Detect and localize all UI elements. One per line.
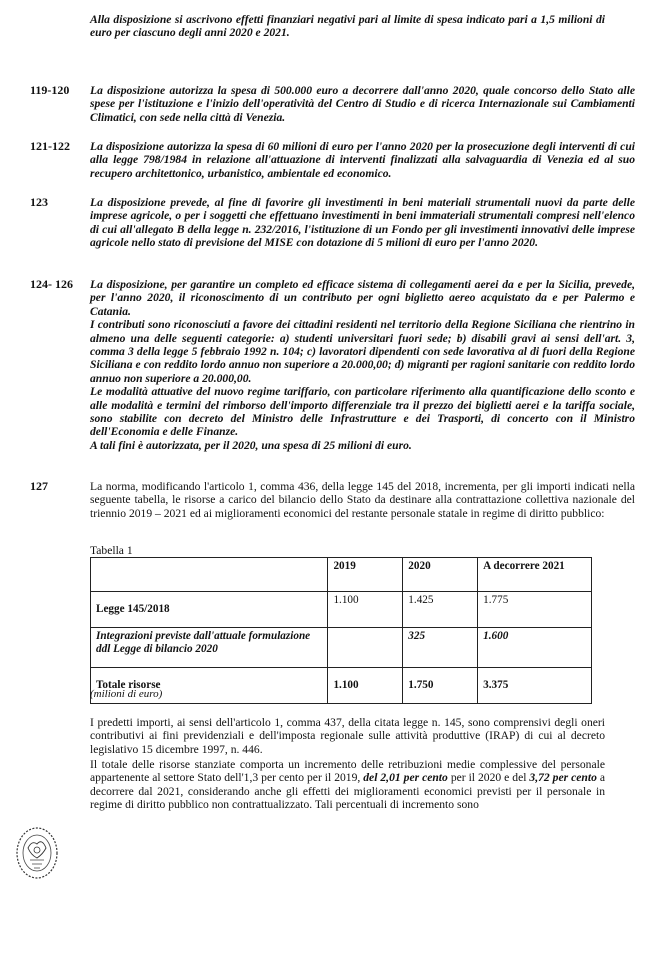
intro-paragraph: Alla disposizione si ascrivono effetti finanziari negativi pari al limite di spesa indicato pari a 1,5 milioni di euro per ciascuno degli anni 2020 e 2021. [90, 13, 605, 40]
text-span: per il 2020 e del [447, 771, 530, 785]
official-seal-icon [14, 824, 60, 882]
item-number: 123 [30, 195, 48, 209]
table-cell: Totale risorse [91, 668, 328, 704]
table-cell: 1.600 [478, 628, 592, 668]
item-text: La disposizione autorizza la spesa di 60 milioni di euro per l'anno 2020 per la prosecuzione degli interventi di cui alla legge 798/1984 in relazione all'attuazione di interventi finalizzati alla salvaguardia di Venezia ed al suo recupero architettonico, urbanistico, ambientale ed economico. [90, 140, 635, 180]
table-cell: 1.100 [328, 592, 403, 628]
table-cell: Legge 145/2018 [91, 592, 328, 628]
table-header-cell: 2019 [328, 558, 403, 592]
item-paragraph: A tali fini è autorizzata, per il 2020, una spesa di 25 milioni di euro. [90, 438, 412, 452]
item-text [90, 278, 635, 452]
table-caption: Tabella 1 [90, 544, 133, 557]
item-number: 121-122 [30, 139, 70, 153]
item-number: 127 [30, 479, 48, 493]
table-header-cell: 2020 [403, 558, 478, 592]
item-paragraph: I contributi sono riconosciuti a favore dei cittadini residenti nel territorio della Regione Siciliana che rientrino in almeno una delle seguenti categorie: a) studenti universitari fuori sede; b) disabili gravi ai sensi dell'art. 3, comma 3 della legge 5 febbraio 1992 n. 104; c) lavoratori dipendenti con sede lavorativa al di fuori della Regione Siciliana e con reddito lordo annuo non superiore a 20.000,00; d) migranti per ragioni sanitarie con reddito lordo annuo non superiore a 20.000,00. [90, 318, 635, 385]
table-cell: 1.100 [328, 668, 403, 704]
table-row [91, 668, 592, 704]
table-cell: Integrazioni previste dall'attuale formulazione ddl Legge di bilancio 2020 [91, 628, 328, 668]
item-paragraph: La disposizione, per garantire un completo ed efficace sistema di collegamenti aerei da e per la Sicilia, prevede, per l'anno 2020, il riconoscimento di un contributo per ogni biglietto aereo acquistato da e per Palermo e Catania. [90, 278, 635, 318]
table-header-row [91, 558, 592, 592]
table-cell: 325 [403, 628, 478, 668]
item-number: 124- 126 [30, 277, 73, 291]
body-paragraph: I predetti importi, ai sensi dell'articolo 1, comma 437, della citata legge n. 145, sono comprensivi degli oneri contributivi ai fini previdenziali e dell'imposta regionale sulle attività produttive (IRAP) di cui al decreto legislativo 15 dicembre 1997, n. 446. [90, 716, 605, 756]
table-cell: 1.425 [403, 592, 478, 628]
table-row [91, 592, 592, 628]
item-text: La disposizione prevede, al fine di favorire gli investimenti in beni materiali strumentali nuovi da parte delle imprese agricole, o per i soggetti che effettuano investimenti in beni immateriali strumentali compresi nell'elenco di cui all'allegato B della legge n. 232/2016, l'istituzione di un Fondo per gli investimenti innovativi delle imprese agricole nello stato di previsione del MISE con dotazione di 5 milioni di euro per l'anno 2020. [90, 196, 635, 250]
table-cell: 3.375 [478, 668, 592, 704]
item-paragraph: Le modalità attuative del nuovo regime tariffario, con particolare riferimento alla quantificazione dello sconto e alle modalità e termini del rimborso dell'importo differenziale tra il prezzo dei biglietti aerei e la tariffa sociale, sono stabilite con decreto del Ministro delle Infrastrutture e dei Trasporti, di concerto con il Ministro dell'Economia e delle Finanze. [90, 385, 635, 439]
table-cell [328, 628, 403, 668]
table-units-note: (milioni di euro) [90, 688, 163, 700]
table-cell: 1.750 [403, 668, 478, 704]
body-paragraph [90, 758, 605, 812]
emphasis-span: del 2,01 per cento [363, 771, 448, 785]
emphasis-span: 3,72 per cento [529, 771, 597, 785]
data-table [90, 557, 592, 704]
table-header-cell [91, 558, 328, 592]
item-number: 119-120 [30, 83, 70, 97]
item-text: La norma, modificando l'articolo 1, comma 436, della legge 145 del 2018, incrementa, per gli importi indicati nella seguente tabella, le risorse a carico del bilancio dello Stato da destinare alla contrattazione collettiva nazionale del triennio 2019 – 2021 ed ai miglioramenti economici del restante personale statale in regime di diritto pubblico: [90, 480, 635, 520]
item-text: La disposizione autorizza la spesa di 500.000 euro a decorrere dall'anno 2020, quale concorso dello Stato alle spese per l'istituzione e l'inizio dell'operatività del Centro di Studio e di ricerca Internazionale sui Cambiamenti Climatici, con sede nella città di Venezia. [90, 84, 635, 124]
text-span: a decorrere dal 2021, considerando anche gli effetti dei miglioramenti economici previsti per il personale in regime di diritto pubblico non contrattualizzato. Tali percentuali di incremento sono [90, 771, 605, 812]
table-row [91, 628, 592, 668]
text-span: Il totale delle risorse stanziate comporta un incremento delle retribuzioni medie complessive del personale appartenente al settore Stato dell'1,3 per cento per il 2019, [90, 758, 605, 785]
table-header-cell: A decorrere 2021 [478, 558, 592, 592]
table-cell: 1.775 [478, 592, 592, 628]
